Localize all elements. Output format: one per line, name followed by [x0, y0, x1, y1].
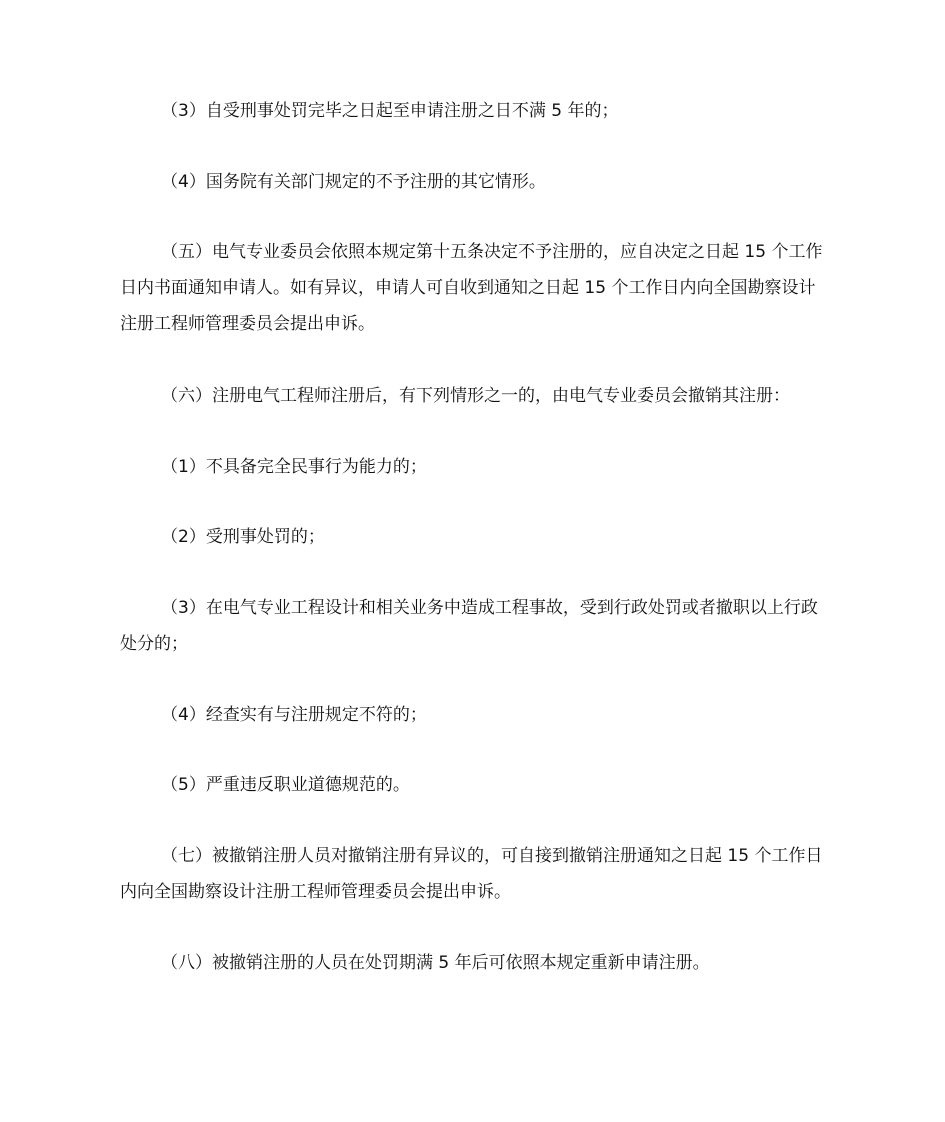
- paragraph-item-4-verified: （4）经查实有与注册规定不符的；: [161, 705, 427, 725]
- paragraph-item-3-penalty: （3）自受刑事处罚完毕之日起至申请注册之日不满 5 年的；: [161, 101, 619, 121]
- paragraph-section-7: （七）被撤销注册人员对撤销注册有异议的，可自接到撤销注册通知之日起 15 个工作日内向全国勘察设计注册工程师管理委员会提出申诉。: [120, 846, 823, 902]
- paragraph-item-5-ethics: （5）严重违反职业道德规范的。: [161, 775, 410, 795]
- paragraph-section-6: （六）注册电气工程师注册后，有下列情形之一的，由电气专业委员会撤销其注册：: [161, 386, 790, 406]
- paragraph-item-3-accident: （3）在电气专业工程设计和相关业务中造成工程事故，受到行政处罚或者撤职以上行政处分的；: [120, 598, 818, 654]
- paragraph-section-5: （五）电气专业委员会依照本规定第十五条决定不予注册的，应自决定之日起 15 个工作日内书面通知申请人。如有异议，申请人可自收到通知之日起 15 个工作日内向全国勘察设计注册工程师管理委员会提出申诉。: [120, 242, 823, 334]
- paragraph-item-1-capacity: （1）不具备完全民事行为能力的；: [161, 457, 427, 477]
- paragraph-section-8: （八）被撤销注册的人员在处罚期满 5 年后可依照本规定重新申请注册。: [161, 953, 710, 973]
- paragraph-item-4-other: （4）国务院有关部门规定的不予注册的其它情形。: [161, 172, 546, 192]
- paragraph-item-2-criminal: （2）受刑事处罚的；: [161, 527, 325, 547]
